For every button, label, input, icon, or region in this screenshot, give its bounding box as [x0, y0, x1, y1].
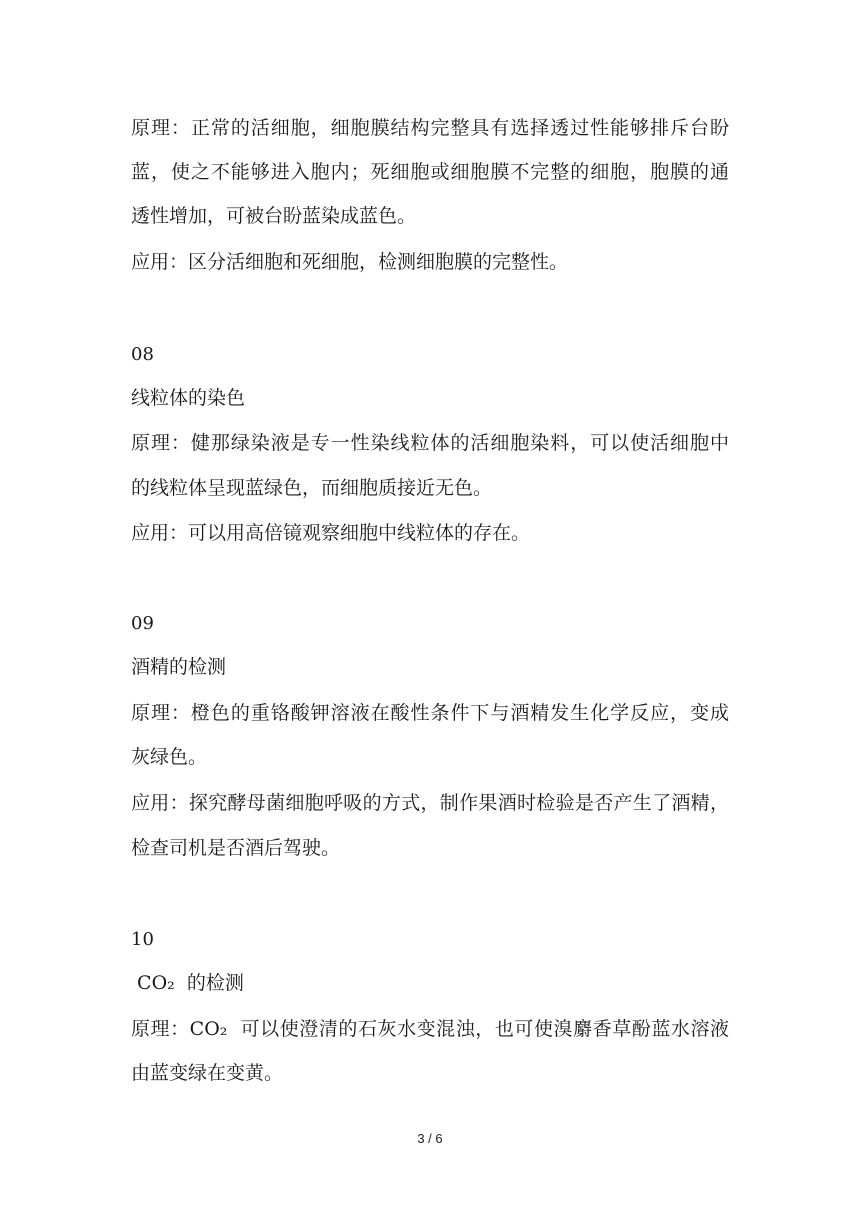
- section-09-application-line-1: 应用：探究酵母菌细胞呼吸的方式，制作果酒时检验是否产生了酒精，: [131, 792, 729, 814]
- b1-principle-line-1: 原理：正常的活细胞，细胞膜结构完整具有选择透过性能够排斥台盼: [131, 117, 729, 139]
- section-08-application: 应用：可以用高倍镜观察细胞中线粒体的存在。: [131, 522, 531, 544]
- b1-principle-line-2: 蓝，使之不能够进入胞内；死细胞或细胞膜不完整的细胞，胞膜的通: [131, 161, 729, 183]
- section-09-principle-line-1: 原理：橙色的重铬酸钾溶液在酸性条件下与酒精发生化学反应，变成: [131, 702, 729, 724]
- section-10-principle-line-1: 原理：CO₂ 可以使澄清的石灰水变混浊，也可使溴麝香草酚蓝水溶液: [131, 1018, 729, 1040]
- section-10-number: 10: [131, 929, 154, 950]
- section-09-title: 酒精的检测: [131, 656, 227, 678]
- b1-application: 应用：区分活细胞和死细胞，检测细胞膜的完整性。: [131, 251, 569, 273]
- section-08-principle-line-2: 的线粒体呈现蓝绿色，而细胞质接近无色。: [131, 477, 493, 499]
- section-09-number: 09: [131, 613, 154, 634]
- section-08-principle-line-1: 原理：健那绿染液是专一性染线粒体的活细胞染料，可以使活细胞中: [131, 432, 729, 454]
- b1-principle-line-3: 透性增加，可被台盼蓝染成蓝色。: [131, 205, 417, 227]
- section-10-principle-line-2: 由蓝变绿在变黄。: [131, 1062, 284, 1084]
- section-10-title: CO₂ 的检测: [131, 972, 244, 994]
- section-09-principle-line-2: 灰绿色。: [131, 746, 208, 768]
- section-08-number: 08: [131, 344, 154, 365]
- page-number: 3 / 6: [417, 1131, 443, 1146]
- section-09-application-line-2: 检查司机是否酒后驾驶。: [131, 837, 341, 859]
- section-08-title: 线粒体的染色: [131, 387, 246, 409]
